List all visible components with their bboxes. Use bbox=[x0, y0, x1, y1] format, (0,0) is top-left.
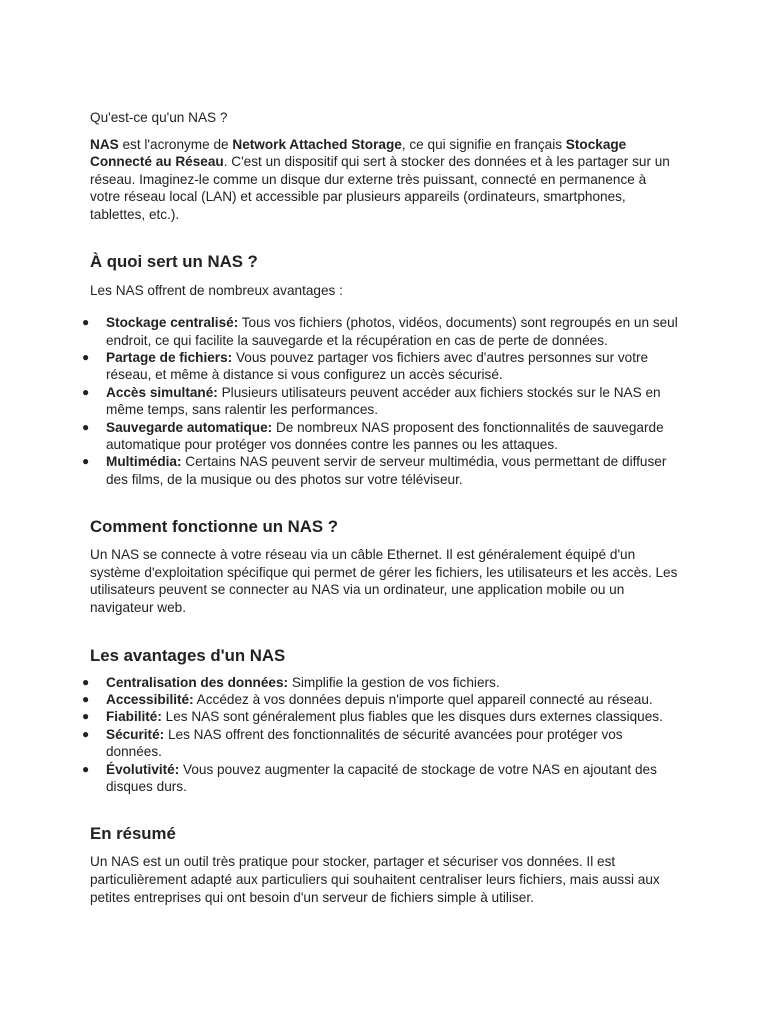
summary-body: Un NAS est un outil très pratique pour stocker, partager et sécuriser vos données. Il est particulièrement adapté aux particuliers qui souhaitent centraliser leurs fichiers, mais aussi aux petites entreprises qui ont besoin d'un serveur de fichiers simple à utiliser. bbox=[90, 854, 660, 905]
how-heading: Comment fonctionne un NAS ? bbox=[90, 517, 338, 537]
advantages-heading: Les avantages d'un NAS bbox=[90, 645, 286, 665]
how-section bbox=[90, 517, 678, 616]
usage-lead: Les NAS offrent de nombreux avantages : bbox=[90, 282, 343, 298]
bullet-icon: ● bbox=[82, 315, 90, 330]
nas-acronym: NAS bbox=[90, 136, 119, 152]
usage-list bbox=[82, 314, 678, 488]
bullet-icon: ● bbox=[82, 454, 90, 469]
bullet-icon: ● bbox=[82, 419, 90, 434]
intro-paragraph: NAS est l'acronyme de Network Attached Storage, ce qui signifie en français Stockage Connecté au Réseau. C'est un dispositif qui sert à stocker des données et à les partager sur un réseau. Imaginez-le comme un disque dur externe très puissant, connecté en permanence à votre réseau local (LAN) et accessible par plusieurs appareils (ordinateurs, smartphones, tablettes, etc.). bbox=[90, 136, 670, 222]
intro-section bbox=[90, 109, 678, 224]
list-item: ● Stockage centralisé: Tous vos fichiers (photos, vidéos, documents) sont regroupés en un seul endroit, ce qui facilite la sauvegarde et la récupération en cas de perte de données. bbox=[82, 315, 678, 348]
bullet-icon: ● bbox=[82, 692, 90, 706]
usage-heading: À quoi sert un NAS ? bbox=[90, 251, 258, 271]
bullet-icon: ● bbox=[82, 726, 90, 741]
bullet-icon: ● bbox=[82, 384, 90, 399]
list-item: ● Multimédia: Certains NAS peuvent servir de serveur multimédia, vous permettant de diffuser des films, de la musique ou des photos sur votre téléviseur. bbox=[82, 454, 667, 487]
usage-section bbox=[82, 251, 678, 489]
list-item: ● Sauvegarde automatique: De nombreux NAS proposent des fonctionnalités de sauvegarde automatique pour protéger vos données contre les pannes ou les attaques. bbox=[82, 419, 664, 452]
bullet-icon: ● bbox=[82, 349, 90, 364]
list-item: ● Accessibilité: Accédez à vos données depuis n'importe quel appareil connecté au réseau. bbox=[82, 692, 653, 707]
list-item: ● Sécurité: Les NAS offrent des fonctionnalités de sécurité avancées pour protéger vos données. bbox=[82, 726, 623, 760]
bullet-icon: ● bbox=[82, 674, 90, 689]
summary-heading: En résumé bbox=[90, 824, 176, 844]
nas-french-name: Stockage Connecté au Réseau bbox=[90, 136, 627, 170]
list-item: ● Centralisation des données: Simplifie la gestion de vos fichiers. bbox=[82, 674, 500, 690]
list-item: ● Partage de fichiers: Vous pouvez partager vos fichiers avec d'autres personnes sur votre réseau, et même à distance si vous configurez un accès sécurisé. bbox=[82, 349, 649, 383]
advantages-list bbox=[82, 674, 678, 796]
list-item: ● Évolutivité: Vous pouvez augmenter la capacité de stockage de votre NAS en ajoutant des disques durs. bbox=[82, 761, 657, 795]
bullet-icon: ● bbox=[82, 709, 90, 724]
nas-full-name: Network Attached Storage bbox=[232, 136, 402, 152]
list-item: ● Accès simultané: Plusieurs utilisateurs peuvent accéder aux fichiers stockés sur le NAS en même temps, sans ralentir les performances. bbox=[82, 384, 661, 418]
how-body: Un NAS se connecte à votre réseau via un câble Ethernet. Il est généralement équipé d'un système d'exploitation spécifique qui permet de gérer les fichiers, les utilisateurs et les accès. Les utilisateurs peuvent se connecter au NAS via un ordinateur, une application mobile ou un navigateur web. bbox=[90, 547, 678, 615]
summary-section bbox=[90, 824, 678, 906]
intro-question: Qu'est-ce qu'un NAS ? bbox=[90, 110, 228, 125]
list-item: ● Fiabilité: Les NAS sont généralement plus fiables que les disques durs externes classiques. bbox=[82, 709, 663, 725]
advantages-section bbox=[82, 645, 678, 796]
bullet-icon: ● bbox=[82, 761, 90, 776]
